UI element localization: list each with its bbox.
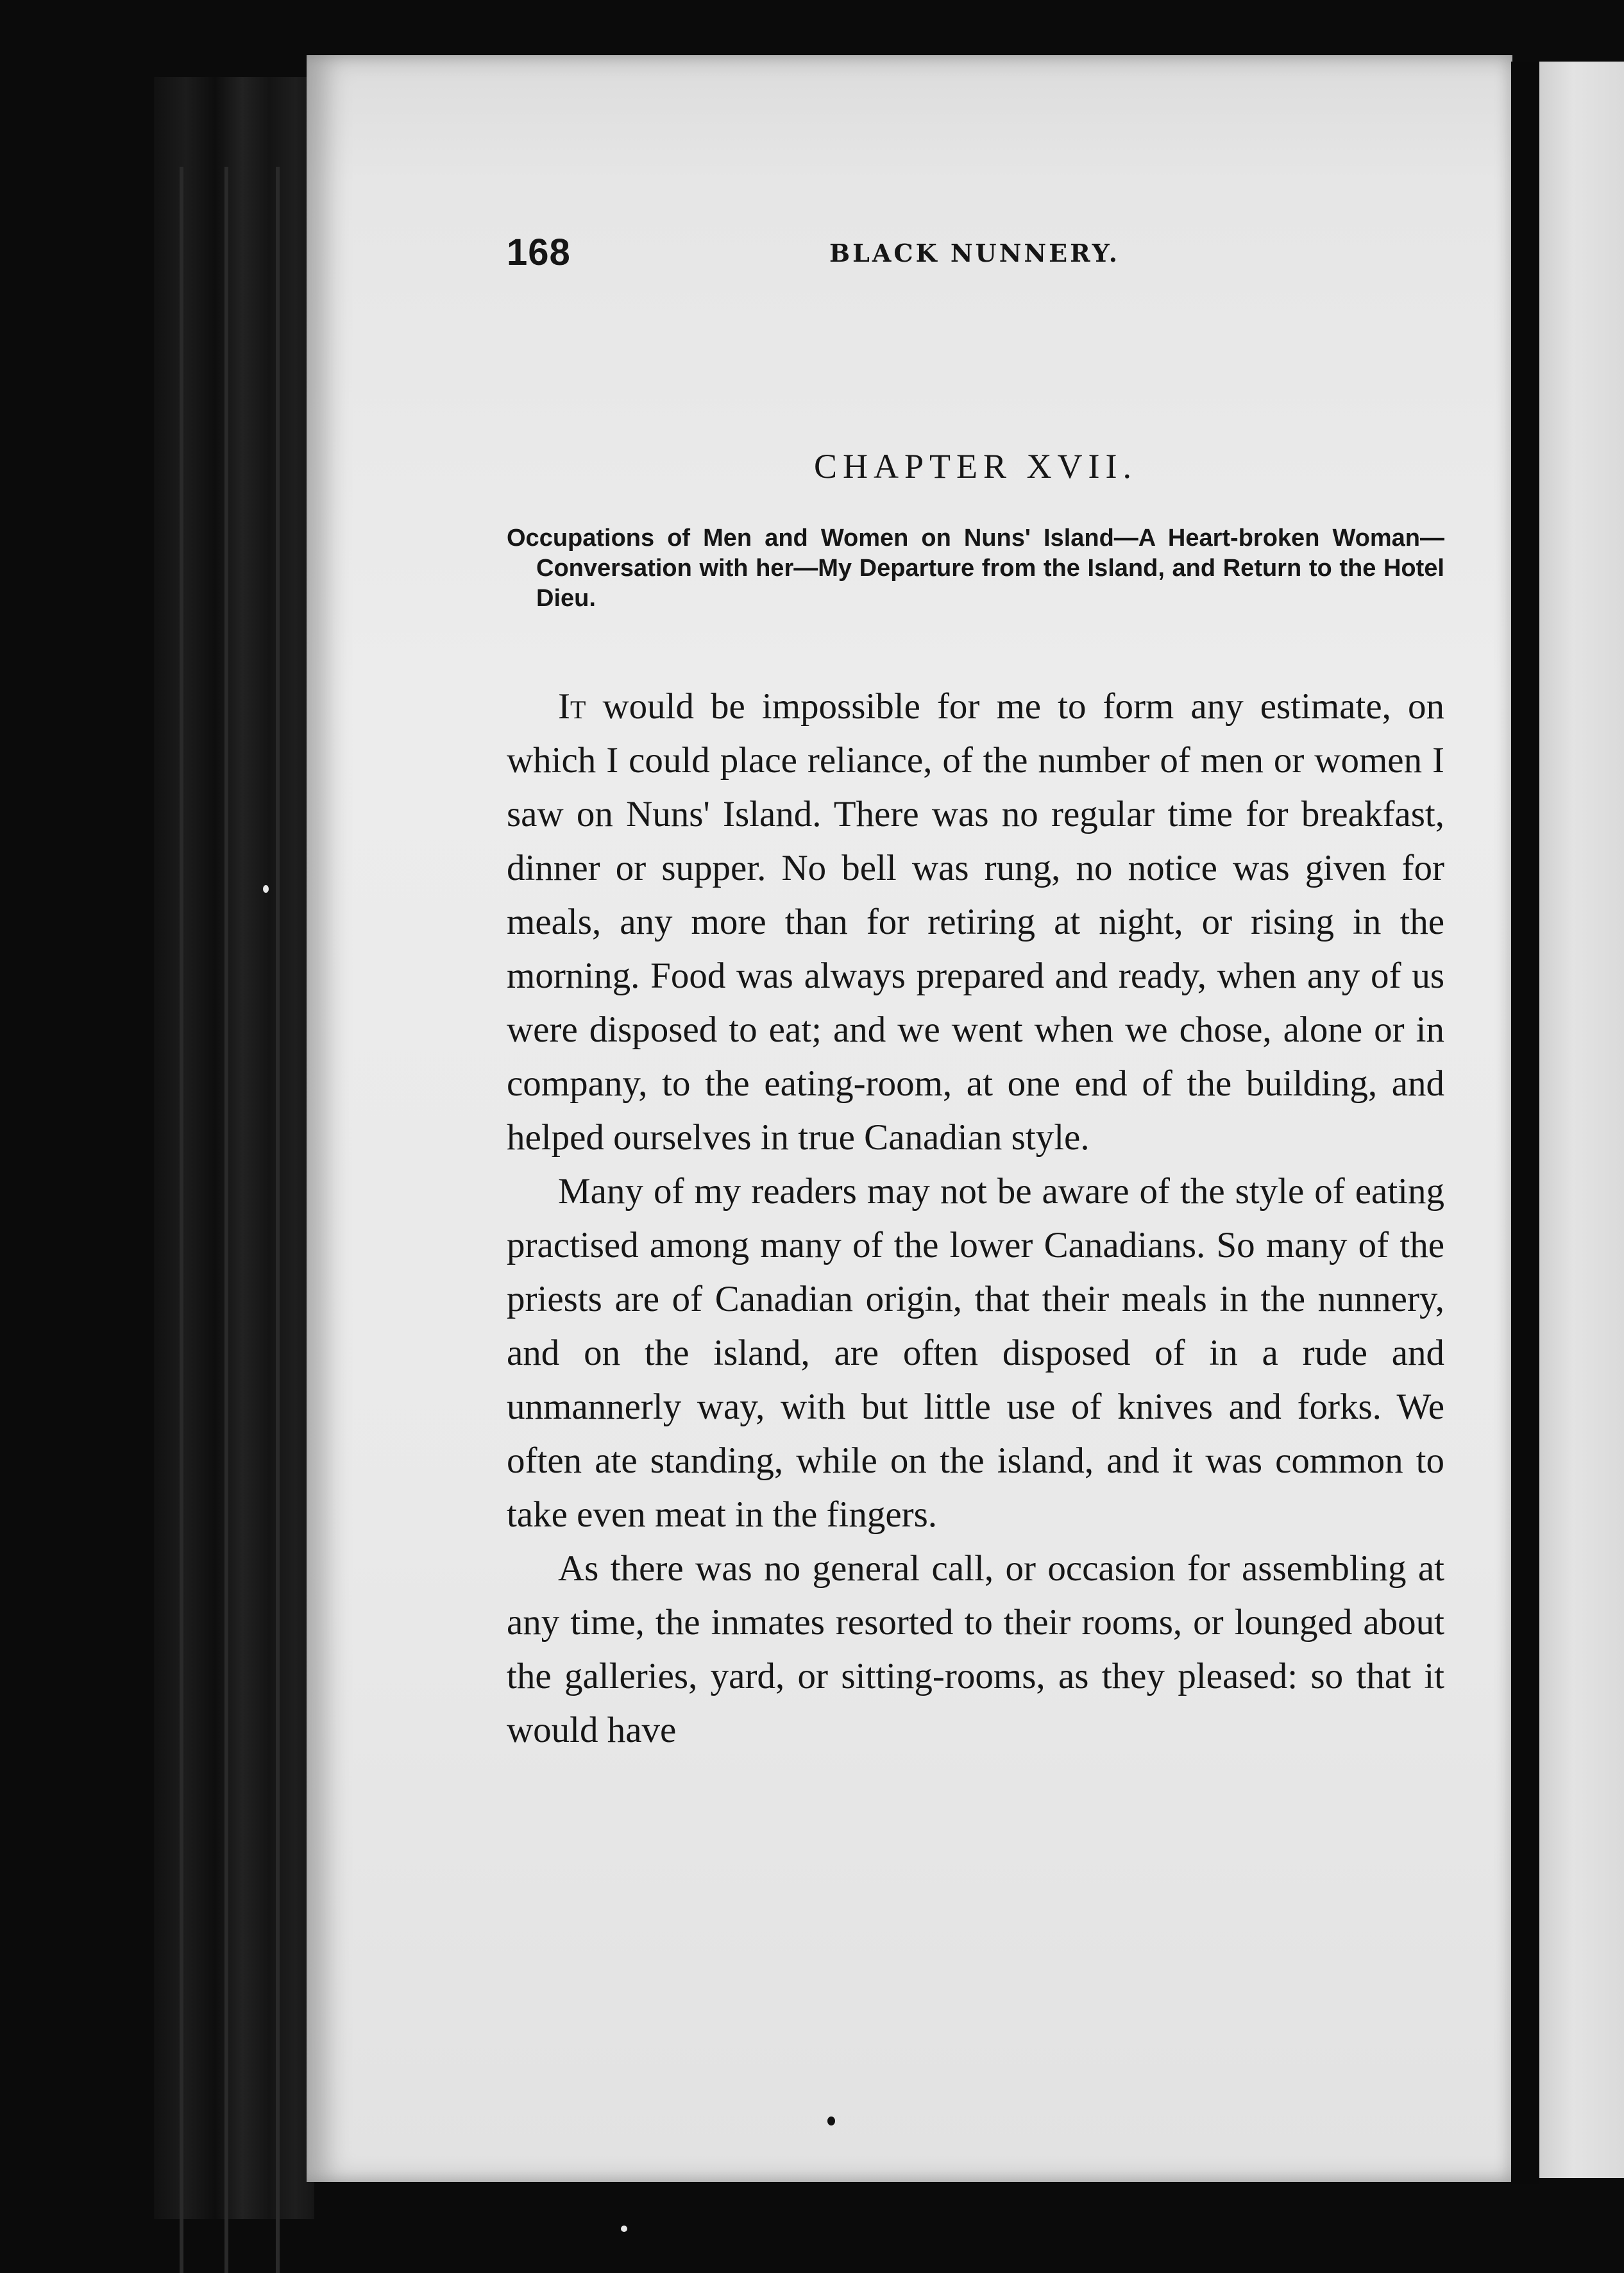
chapter-summary-text: Occupations of Men and Women on Nuns' Island—A Heart-broken Woman—Conversation with her—My Departure from the Island, and Return to the Hotel Dieu. [507, 525, 1444, 612]
running-head [507, 231, 1444, 282]
chapter-body [507, 680, 1444, 1757]
paragraph-lead-word: It [558, 686, 586, 727]
spine-shadow-line [224, 167, 228, 2273]
paragraph [507, 680, 1444, 1165]
scan-speck [827, 2117, 835, 2125]
scan-speck [263, 885, 269, 893]
page-gutter [1511, 62, 1539, 2184]
paragraph: Many of my readers may not be aware of the style of eating practised among many of the lower Canadians. So many of the priests are of Canadian origin, that their meals in the nunnery, and on the island, are often disposed of in a rude and unmannerly way, with but little use of knives and forks. We often ate standing, while on the island, and it was common to take even meat in the fingers. [507, 1171, 1444, 1535]
paragraph-text: would be impossible for me to form any estimate, on which I could place reliance, of the number of men or women I saw on Nuns' Island. There was no regular time for breakfast, dinner or supper. No bell was rung, no notice was given for meals, any more than for retiring at night, or rising in the morning. Food was always prepared and ready, when any of us were disposed to eat; and we went when we chose, alone or in company, to the eating-room, at one end of the building, and helped ourselves in true Canadian style. [507, 686, 1444, 1158]
book-spine [154, 77, 314, 2219]
adjacent-page-edge [1539, 62, 1624, 2178]
paragraph: As there was no general call, or occasion for assembling at any time, the inmates resorted to their rooms, or lounged about the galleries, yard, or sitting-rooms, as they pleased: so that it would have [507, 1548, 1444, 1750]
running-title: BLACK NUNNERY. [829, 239, 1120, 267]
scan-speck [621, 2226, 627, 2232]
page-number: 168 [507, 232, 571, 273]
spine-shadow-line [276, 167, 280, 2273]
chapter-title: CHAPTER XVII. [814, 447, 1137, 486]
chapter-summary [507, 523, 1444, 614]
page-text-block [507, 231, 1444, 1750]
spine-shadow-line [180, 167, 183, 2273]
